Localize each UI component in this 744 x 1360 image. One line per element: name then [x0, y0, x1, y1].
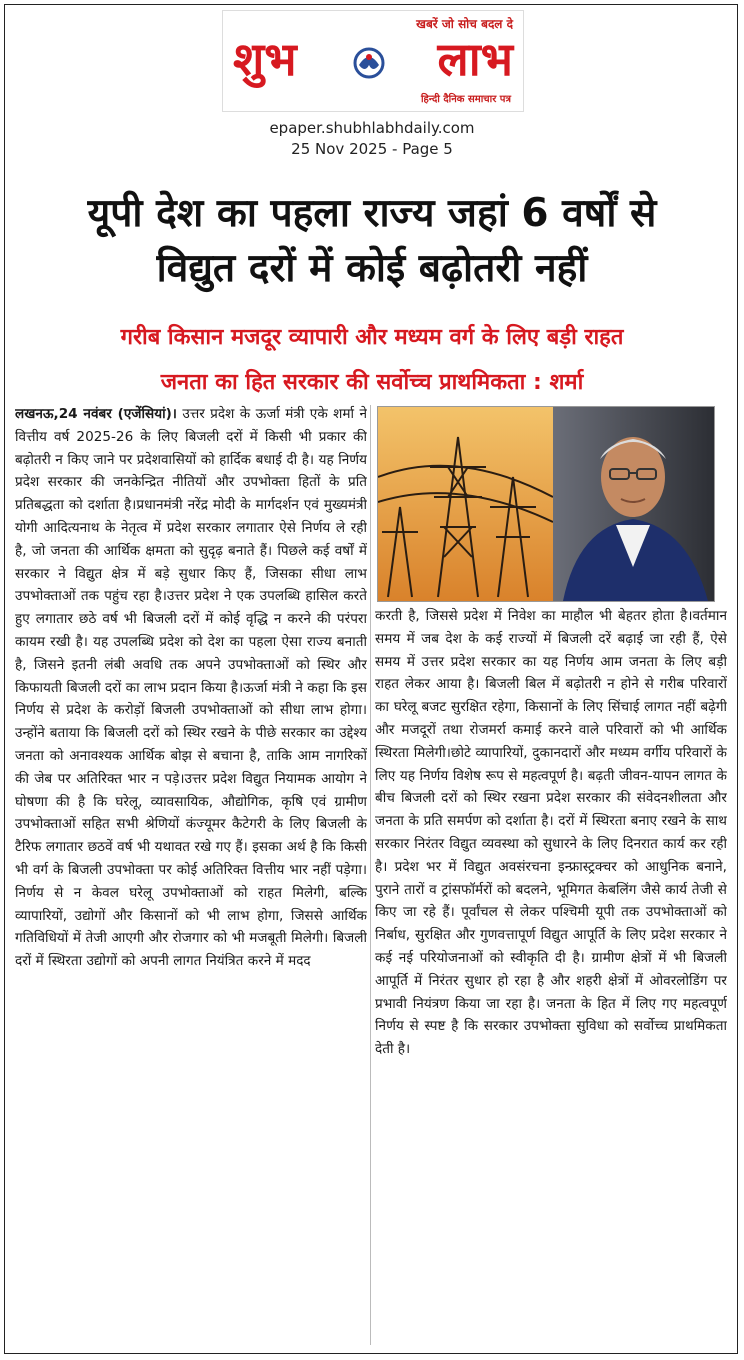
headline: [0, 186, 744, 296]
masthead-logo: [222, 10, 524, 112]
column-divider: [370, 405, 371, 1345]
site-url: epaper.shubhlabhdaily.com: [269, 119, 475, 137]
masthead-subtitle: हिन्दी दैनिक समाचार पत्र: [420, 94, 511, 105]
dateline: लखनऊ,24 नवंबर (एजेंसियां)।: [15, 406, 177, 422]
article-body-right: करती है, जिससे प्रदेश में निवेश का माहौल भी बेहतर होता है।वर्तमान समय में जब देश के कई राज्यों में बिजली दरें बढ़ाई जा रही हैं, ऐसे समय में उत्तर प्रदेश सरकार का यह निर्णय आम जनता के लिए बड़ी राहत लेकर आया है। बिजली बिल में बढ़ोतरी न होने से गरीब परिवारों का घरेलू बजट सुरक्षित रहेगा, किसानों के लिए सिंचाई लागत नहीं बढ़ेगी और मजदूरों तथा रोजमर्रा कमाई करने वाले परिवारों को भी आर्थिक स्थिरता मिलेगी।छोटे व्यापारियों, दुकानदारों और मध्यम वर्गीय परिवारों के लिए यह निर्णय विशेष रूप से महत्वपूर्ण है। बढ़ती जीवन-यापन लागत के बीच बिजली दरों को स्थिर रखना प्रदेश सरकार की संवेदनशीलता और जनता के प्रति समर्पण को दर्शाता है। दरों में स्थिरता बनाए रखने के साथ सरकार निरंतर विद्युत व्यवस्था को सुधारने के लिए दिनरात कार्य कर रही है। प्रदेश भर में विद्युत अवसंरचना इन्फ्रास्ट्रक्चर को आधुनिक बनाने, पुराने तारों व ट्रांसफॉर्मरों को बदलने, भूमिगत केबलिंग जैसे कार्य तेजी से किए जा रहे हैं। पूर्वांचल से लेकर पश्चिमी यूपी तक उपभोक्ताओं को निर्बाध, सुरक्षित और गुणवत्तापूर्ण विद्युत आपूर्ति के लिए प्रदेश सरकार ने कई नई परियोजनाओं को स्वीकृति दी है। ग्रामीण क्षेत्रों में भी बिजली आपूर्ति में निरंतर सुधार हो रहा है और शहरी क्षेत्रों में ओवरलोडिंग पर प्रभावी नियंत्रण किया जा रहा है। जनता के हित में लिए गए महत्वपूर्ण निर्णय से स्पष्ट है कि सरकार उपभोक्ता सुविधा को सर्वोच्च प्राथमिकता देती है।: [375, 608, 727, 1058]
article-column-left: [15, 403, 367, 1348]
photo-illustration: [378, 407, 714, 601]
subheadline-2: जनता का हित सरकार की सर्वोच्च प्राथमिकता : शर्मा: [160, 370, 584, 395]
subheadline-1: गरीब किसान मजदूर व्यापारी और मध्यम वर्ग के लिए बड़ी राहत: [120, 325, 624, 350]
logo-word-left: शुभ: [233, 32, 297, 86]
headline-line-2: विद्युत दरों में कोई बढ़ोतरी नहीं: [156, 246, 588, 291]
news-photo: [377, 406, 715, 602]
headline-line-1: यूपी देश का पहला राज्य जहां 6 वर्षों से: [87, 191, 657, 236]
ganesha-emblem-icon: [349, 43, 389, 83]
article-body-left: उत्तर प्रदेश के ऊर्जा मंत्री एके शर्मा ने वित्तीय वर्ष 2025-26 के लिए बिजली दरों में किसी भी प्रकार की बढ़ोतरी न किए जाने पर प्रदेशवासियों को हार्दिक बधाई दी है। यह निर्णय प्रदेश सरकार की जनकेन्द्रित नीतियों और उपभोक्ता हितों के प्रति प्रतिबद्धता को दर्शाता है।प्रधानमंत्री नरेंद्र मोदी के मार्गदर्शन एवं मुख्यमंत्री योगी आदित्यनाथ के नेतृत्व में प्रदेश सरकार लगातार ऐसे निर्णय ले रही है, जो जनता की आर्थिक क्षमता को सुदृढ़ बनाते हैं। पिछले कई वर्षों में सरकार ने विद्युत क्षेत्र में बड़े सुधार किए हैं, जिसका सीधा लाभ उपभोक्ताओं तक पहुंच रहा है।उत्तर प्रदेश ने एक उपलब्धि हासिल करते हुए लगातार छठे वर्ष भी बिजली दरों में कोई वृद्धि न करने की परंपरा कायम रखी है। यह उपलब्धि प्रदेश को देश का पहला ऐसा राज्य बनाती है, जिसने इतनी लंबी अवधि तक अपने उपभोक्ताओं को स्थिर और किफायती बिजली दरों का लाभ प्रदान किया है।ऊर्जा मंत्री ने कहा कि इस निर्णय से प्रदेश के करोड़ों बिजली उपभोक्ताओं को सीधा लाभ होगा। उन्होंने बताया कि बिजली दरों को स्थिर रखने के पीछे सरकार का उद्देश्य जनता को अनावश्यक आर्थिक बोझ से बचाना है, ताकि आम नागरिकों की जेब पर अतिरिक्त भार न पड़े।उत्तर प्रदेश विद्युत नियामक आयोग ने घोषणा की है कि घरेलू, व्यावसायिक, औद्योगिक, कृषि एवं ग्रामीण उपभोक्ताओं सहित सभी श्रेणियों कंज्यूमर कैटेगरी के लिए बिजली के टैरिफ लगातार छठवें वर्ष भी यथावत रखे गए हैं। इसका अर्थ है कि किसी भी वर्ग के बिजली उपभोक्ता पर कोई अतिरिक्त वित्तीय भार नहीं पड़ेगा। निर्णय से न केवल घरेलू उपभोक्ताओं को राहत मिलेगी, बल्कि व्यापारियों, उद्योगों और किसानों को भी लाभ होगा, जिससे आर्थिक गतिविधियों में तेजी आएगी और रोजगार को भी मजबूती मिलेगी। बिजली दरों में स्थिरता उद्योगों को अपनी लागत नियंत्रित करने में मदद: [15, 406, 367, 970]
issue-date-page: 25 Nov 2025 - Page 5: [291, 140, 453, 158]
masthead-tagline: खबरें जो सोच बदल दे: [416, 17, 513, 31]
logo-word-right: लाभ: [437, 32, 513, 86]
article-column-right: [375, 605, 727, 1350]
